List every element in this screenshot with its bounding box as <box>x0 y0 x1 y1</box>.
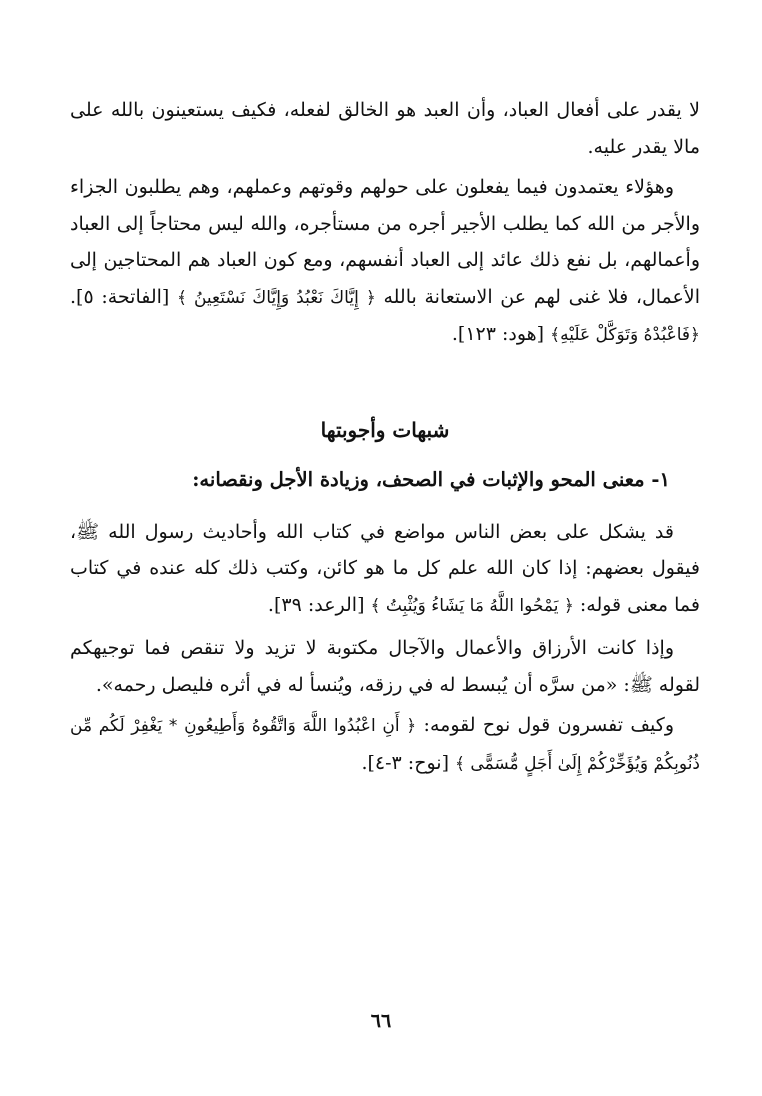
section-subheading: ١- معنى المحو والإثبات في الصحف، وزيادة الأجل ونقصانه: <box>192 467 670 491</box>
paragraph-3-text: قد يشكل على بعض الناس مواضع في كتاب الله وأحاديث رسول الله ﷺ، فيقول بعضهم: إذا كان الله علم كل ما هو كائن، وكتب ذلك كله عنده في كتاب فما معنى قوله: <box>70 520 700 616</box>
quran-verse-hud: ﴿فَاعْبُدْهُ وَتَوَكَّلْ عَلَيْهِ﴾ <box>550 325 700 345</box>
quran-verse-fatiha: ﴿ إِيَّاكَ نَعْبُدُ وَإِيَّاكَ نَسْتَعِينُ ﴾ <box>177 287 376 308</box>
quran-verse-nuh: ﴿ أَنِ اعْبُدُوا اللَّهَ وَاتَّقُوهُ وَأَطِيعُونِ * يَغْفِرْ لَكُم مِّن ذُنُوبِكُمْ وَيُؤَخِّرْكُمْ إِلَىٰ أَجَلٍ مُّسَمًّى ﴾ <box>70 716 700 774</box>
page-number: ٦٦ <box>370 1010 392 1032</box>
paragraph-4: وإذا كانت الأرزاق والأعمال والآجال مكتوبة لا تزيد ولا تنقص فما توجيهكم لقوله ﷺ: «من سرَّه أن يُبسط له في رزقه، ويُنسأ له في أثره فليصل رحمه». <box>70 637 700 696</box>
verse-reference-nuh: [نوح: ٣-٤]. <box>361 751 456 774</box>
paragraph-5-text: وكيف تفسرون قول نوح لقومه: <box>416 714 674 736</box>
verse-reference-raad: [الرعد: ٣٩]. <box>267 593 371 616</box>
quran-verse-raad: ﴿ يَمْحُوا اللَّهُ مَا يَشَاءُ وَيُثْبِتُ ﴾ <box>370 595 574 616</box>
paragraph-2 <box>70 169 700 354</box>
paragraph-1: لا يقدر على أفعال العباد، وأن العبد هو الخالق لفعله، فكيف يستعينون بالله على مالا يقدر عليه. <box>70 99 700 158</box>
paragraph-2-text: وهؤلاء يعتمدون فيما يفعلون على حولهم وقوتهم وعملهم، وهم يطلبون الجزاء والأجر من الله كما يطلب الأجير أجره من مستأجره، والله ليس محتاجاً إلى العباد وأعمالهم، بل نفع ذلك عائد إلى العباد أنفسهم، ومع كون العباد هم المحتاجين إلى الأعمال، فلا غنى لهم عن الاستعانة بالله <box>70 176 700 308</box>
verse-reference-hud: [هود: ١٢٣]. <box>451 323 551 345</box>
section-heading: شبهات وأجوبتها <box>320 417 450 442</box>
paragraph-5 <box>70 707 700 782</box>
verse-reference-fatiha: [الفاتحة: ٥]. <box>70 285 177 308</box>
page-body <box>70 92 700 782</box>
paragraph-3 <box>70 514 700 625</box>
